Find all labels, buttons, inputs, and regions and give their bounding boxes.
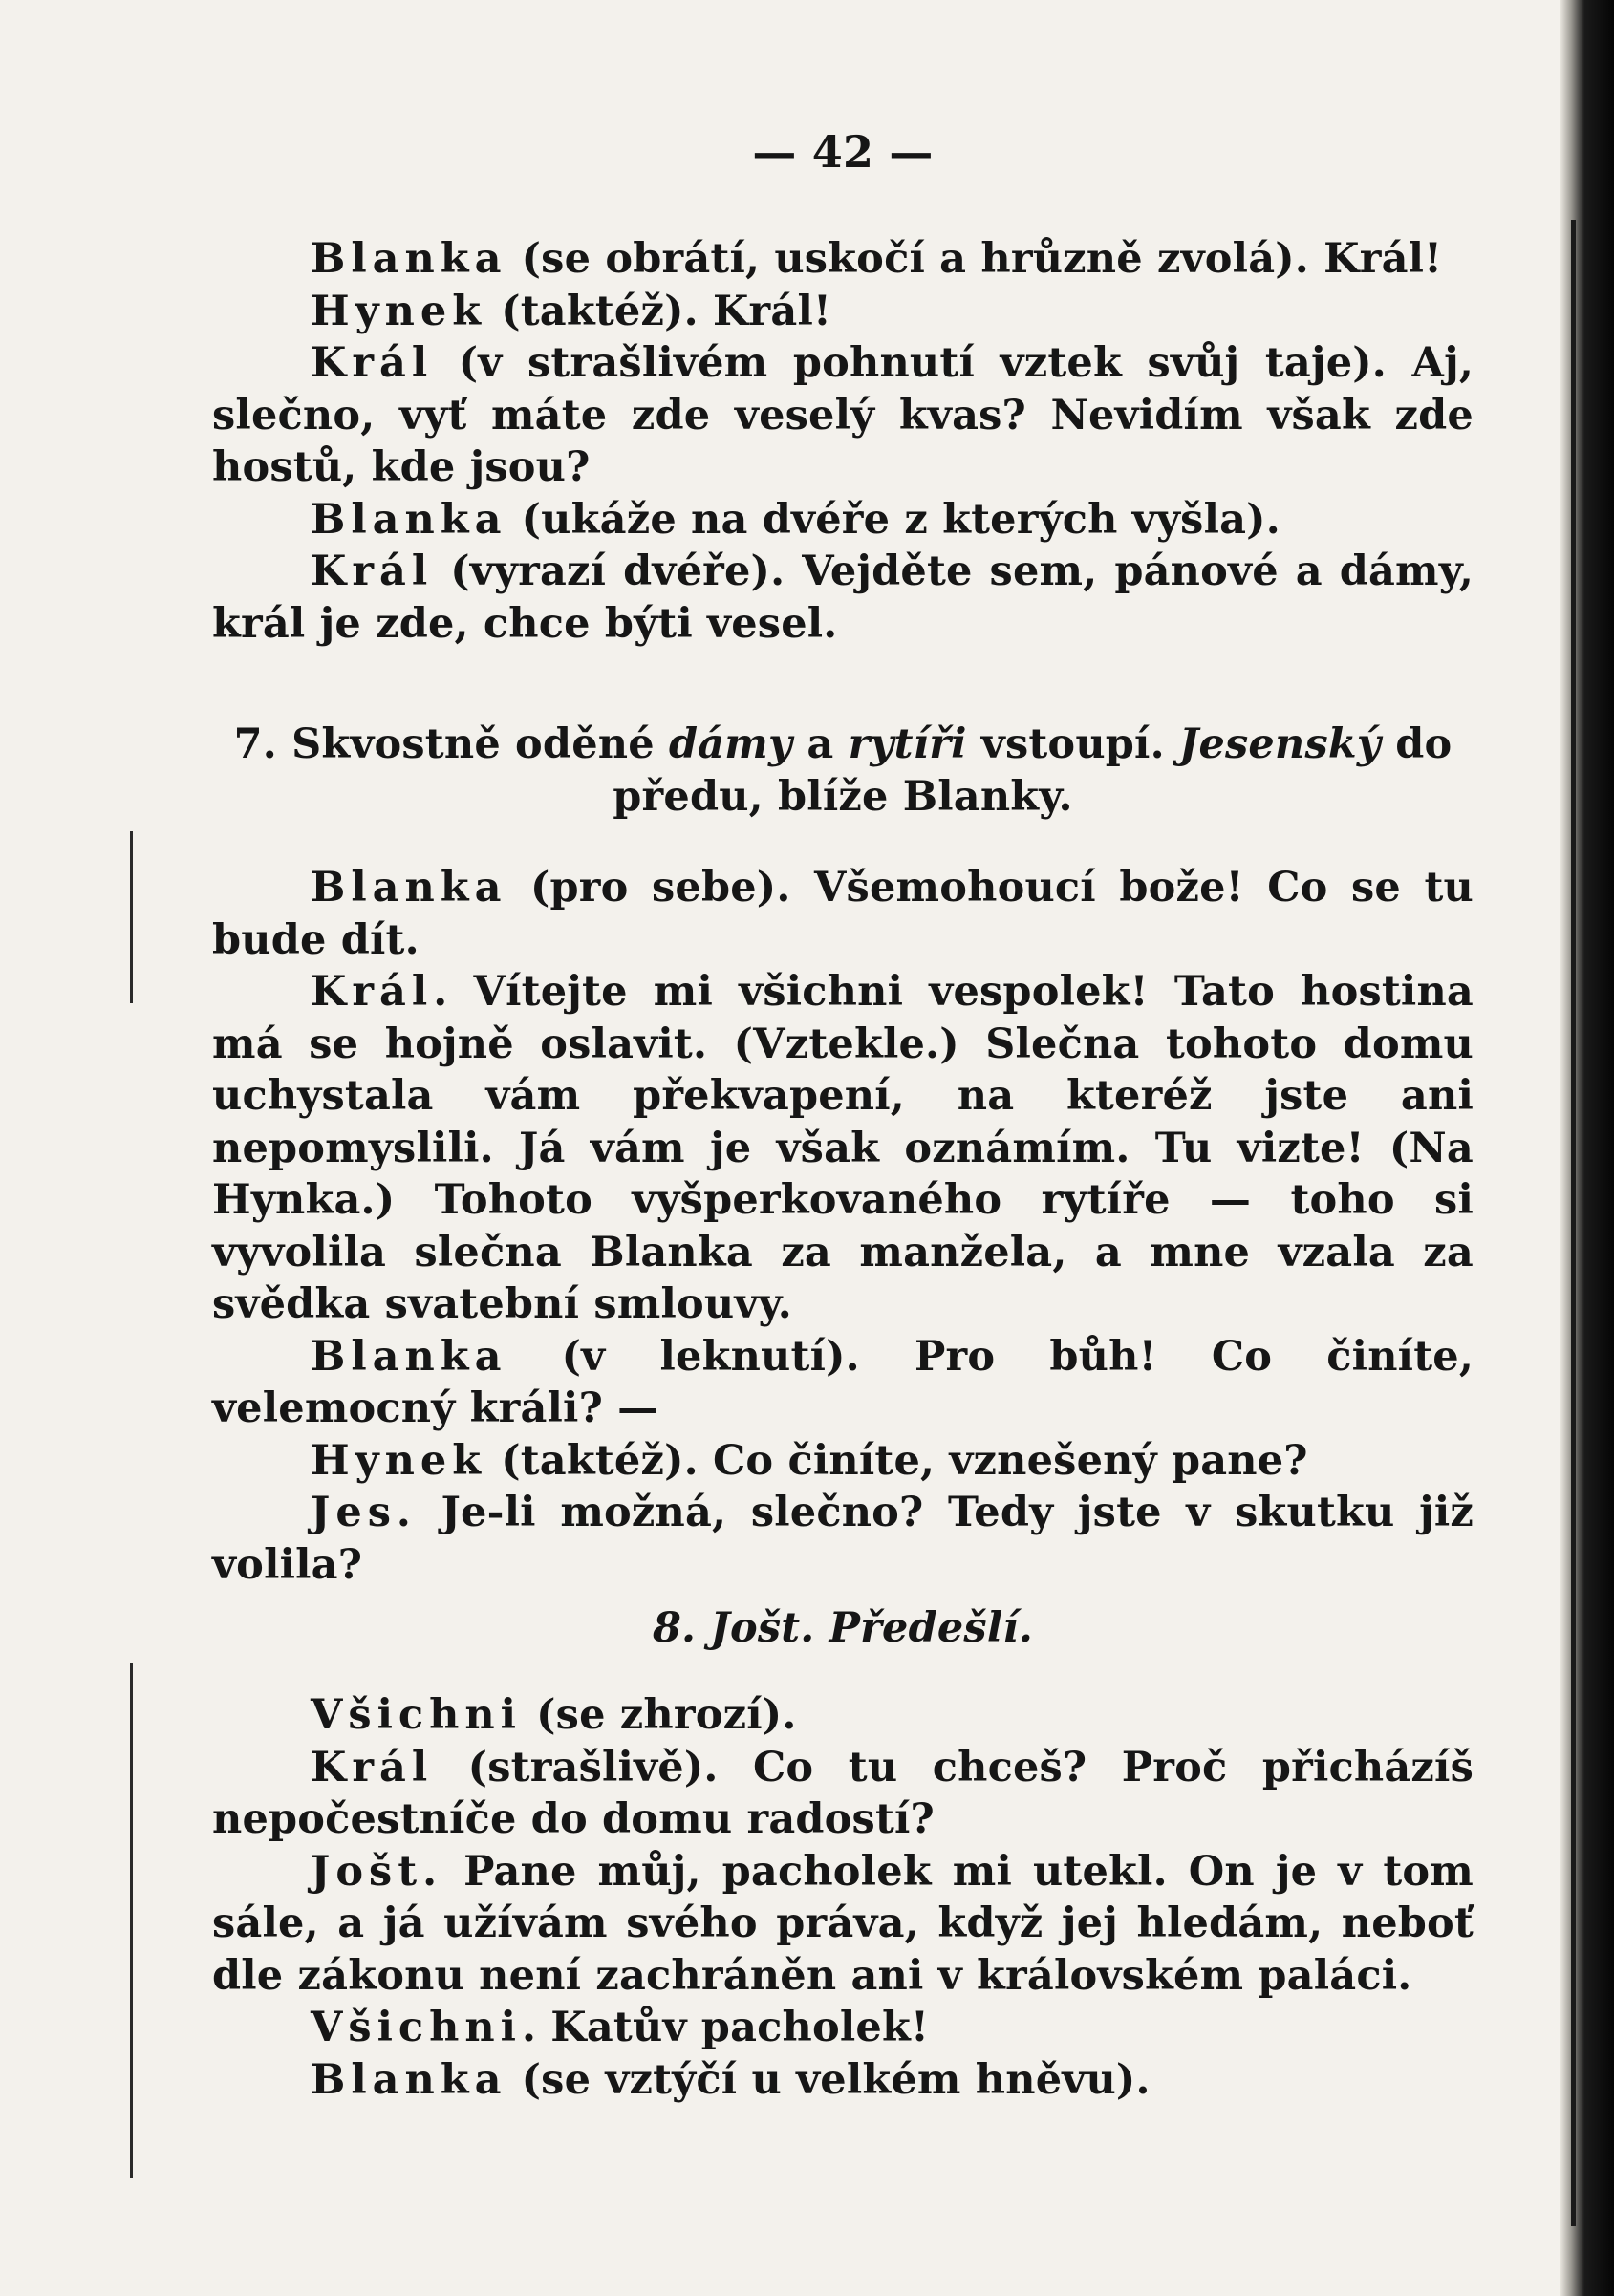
page-number: — 42 — <box>752 126 934 178</box>
dialogue-text: Je-li možná, slečno? Tedy jste v skutku již volila? <box>212 1489 1474 1589</box>
speaker-name: Blanka <box>311 495 507 544</box>
dialogue-text: (taktéž). Co činíte, vznešený pane? <box>486 1436 1308 1485</box>
dialogue-text: Pane můj, pacholek mi utekl. On je v tom sále, a já užívám svého práva, když jej hledám, neboť dle zákonu není zachráněn ani v královském paláci. <box>212 1847 1474 2000</box>
dialogue-line <box>212 494 1474 547</box>
speaker-name: Blanka <box>311 2055 507 2104</box>
scene-heading: 8. Jošt. Předešlí. <box>652 1604 1034 1652</box>
direction-text: Skvostně oděné <box>276 720 669 768</box>
speaker-name: Jes. <box>311 1489 417 1536</box>
page-edge-shadow <box>1560 0 1614 2296</box>
stage-direction-scene-7 <box>212 719 1474 823</box>
dialogue-block-2 <box>212 862 1474 1591</box>
dialogue-text: (v strašlivém pohnutí vztek svůj taje). Aj, slečno, vyť máte zde veselý kvas? Nevidím však zde hostů, kde jsou? <box>212 339 1474 491</box>
speaker-name: Hynek <box>311 1436 487 1485</box>
dialogue-line <box>212 1331 1474 1435</box>
dialogue-block-1 <box>212 233 1474 650</box>
dialogue-line <box>212 862 1474 966</box>
page-edge-line <box>1571 220 1576 2226</box>
dialogue-text: . Katův pacholek! <box>521 2004 930 2051</box>
speaker-name: Jošt. <box>311 1847 443 1896</box>
dialogue-line <box>212 1487 1474 1591</box>
margin-mark <box>130 1663 133 2178</box>
margin-mark <box>130 831 133 1003</box>
dialogue-text: (se vztýčí u velkém hněvu). <box>506 2055 1151 2104</box>
dialogue-text: (se obrátí, uskočí a hrůzně zvolá). Král! <box>506 235 1443 283</box>
speaker-name: Král <box>311 547 434 595</box>
speaker-name: Král <box>311 339 434 387</box>
dialogue-text: (taktéž). Král! <box>486 287 832 335</box>
direction-italic: dámy <box>668 720 793 768</box>
dialogue-line <box>212 1742 1474 1846</box>
direction-italic: Jesenský <box>1178 720 1382 768</box>
dialogue-block-3 <box>212 1689 1474 2106</box>
direction-text: do předu, blíže Blanky. <box>613 720 1453 821</box>
dialogue-text: (strašlivě). Co tu chceš? Proč přicházíš nepočestníče do domu radostí? <box>212 1743 1474 1843</box>
speaker-name: Hynek <box>311 287 487 335</box>
dialogue-text: (pro sebe). Všemohoucí bože! Co se tu bude dít. <box>212 864 1474 964</box>
direction-italic: rytíři <box>848 720 967 768</box>
direction-text: a <box>792 720 849 768</box>
dialogue-line <box>212 2002 1474 2054</box>
dialogue-line <box>212 1846 1474 2003</box>
dialogue-text: . Vítejte mi všichni vespolek! Tato hostina má se hojně oslavit. (Vztekle.) Slečna tohoto domu uchystala vám překvapení, na kteréž jste ani nepomyslili. Já vám je však oznámím. Tu vizte! (Na Hynka.) Tohoto vyšperkovaného rytíře — toho si vyvolila slečna Blanka za manžela, a mne vzala za svědka svatební smlouvy. <box>212 968 1474 1328</box>
speaker-name: Král <box>311 1743 434 1792</box>
dialogue-line <box>212 1435 1474 1488</box>
dialogue-line <box>212 546 1474 650</box>
dialogue-text: (v leknutí). Pro bůh! Co činíte, velemocný králi? — <box>212 1332 1474 1432</box>
dialogue-line <box>212 966 1474 1331</box>
speaker-name: Blanka <box>311 1332 507 1381</box>
scene-8-heading-block <box>212 1602 1474 1655</box>
speaker-name: Blanka <box>311 235 507 283</box>
dialogue-line <box>212 2054 1474 2107</box>
dialogue-line <box>212 1689 1474 1742</box>
dialogue-text: (se zhrozí). <box>521 1691 797 1739</box>
dialogue-line <box>212 233 1474 286</box>
stage-direction <box>212 719 1474 823</box>
dialogue-line <box>212 337 1474 494</box>
dialogue-text: (vyrazí dvéře). Vejděte sem, pánové a dámy, král je zde, chce býti vesel. <box>212 547 1474 648</box>
speaker-name: Všichni <box>311 2004 522 2051</box>
dialogue-line <box>212 286 1474 338</box>
speaker-name: Všichni <box>311 1691 522 1739</box>
scene-number: 7. <box>233 720 277 768</box>
speaker-name: Blanka <box>311 864 507 912</box>
direction-text: vstoupí. <box>966 720 1179 768</box>
dialogue-text: (ukáže na dvéře z kterých vyšla). <box>506 495 1280 544</box>
speaker-name: Král <box>311 968 434 1016</box>
